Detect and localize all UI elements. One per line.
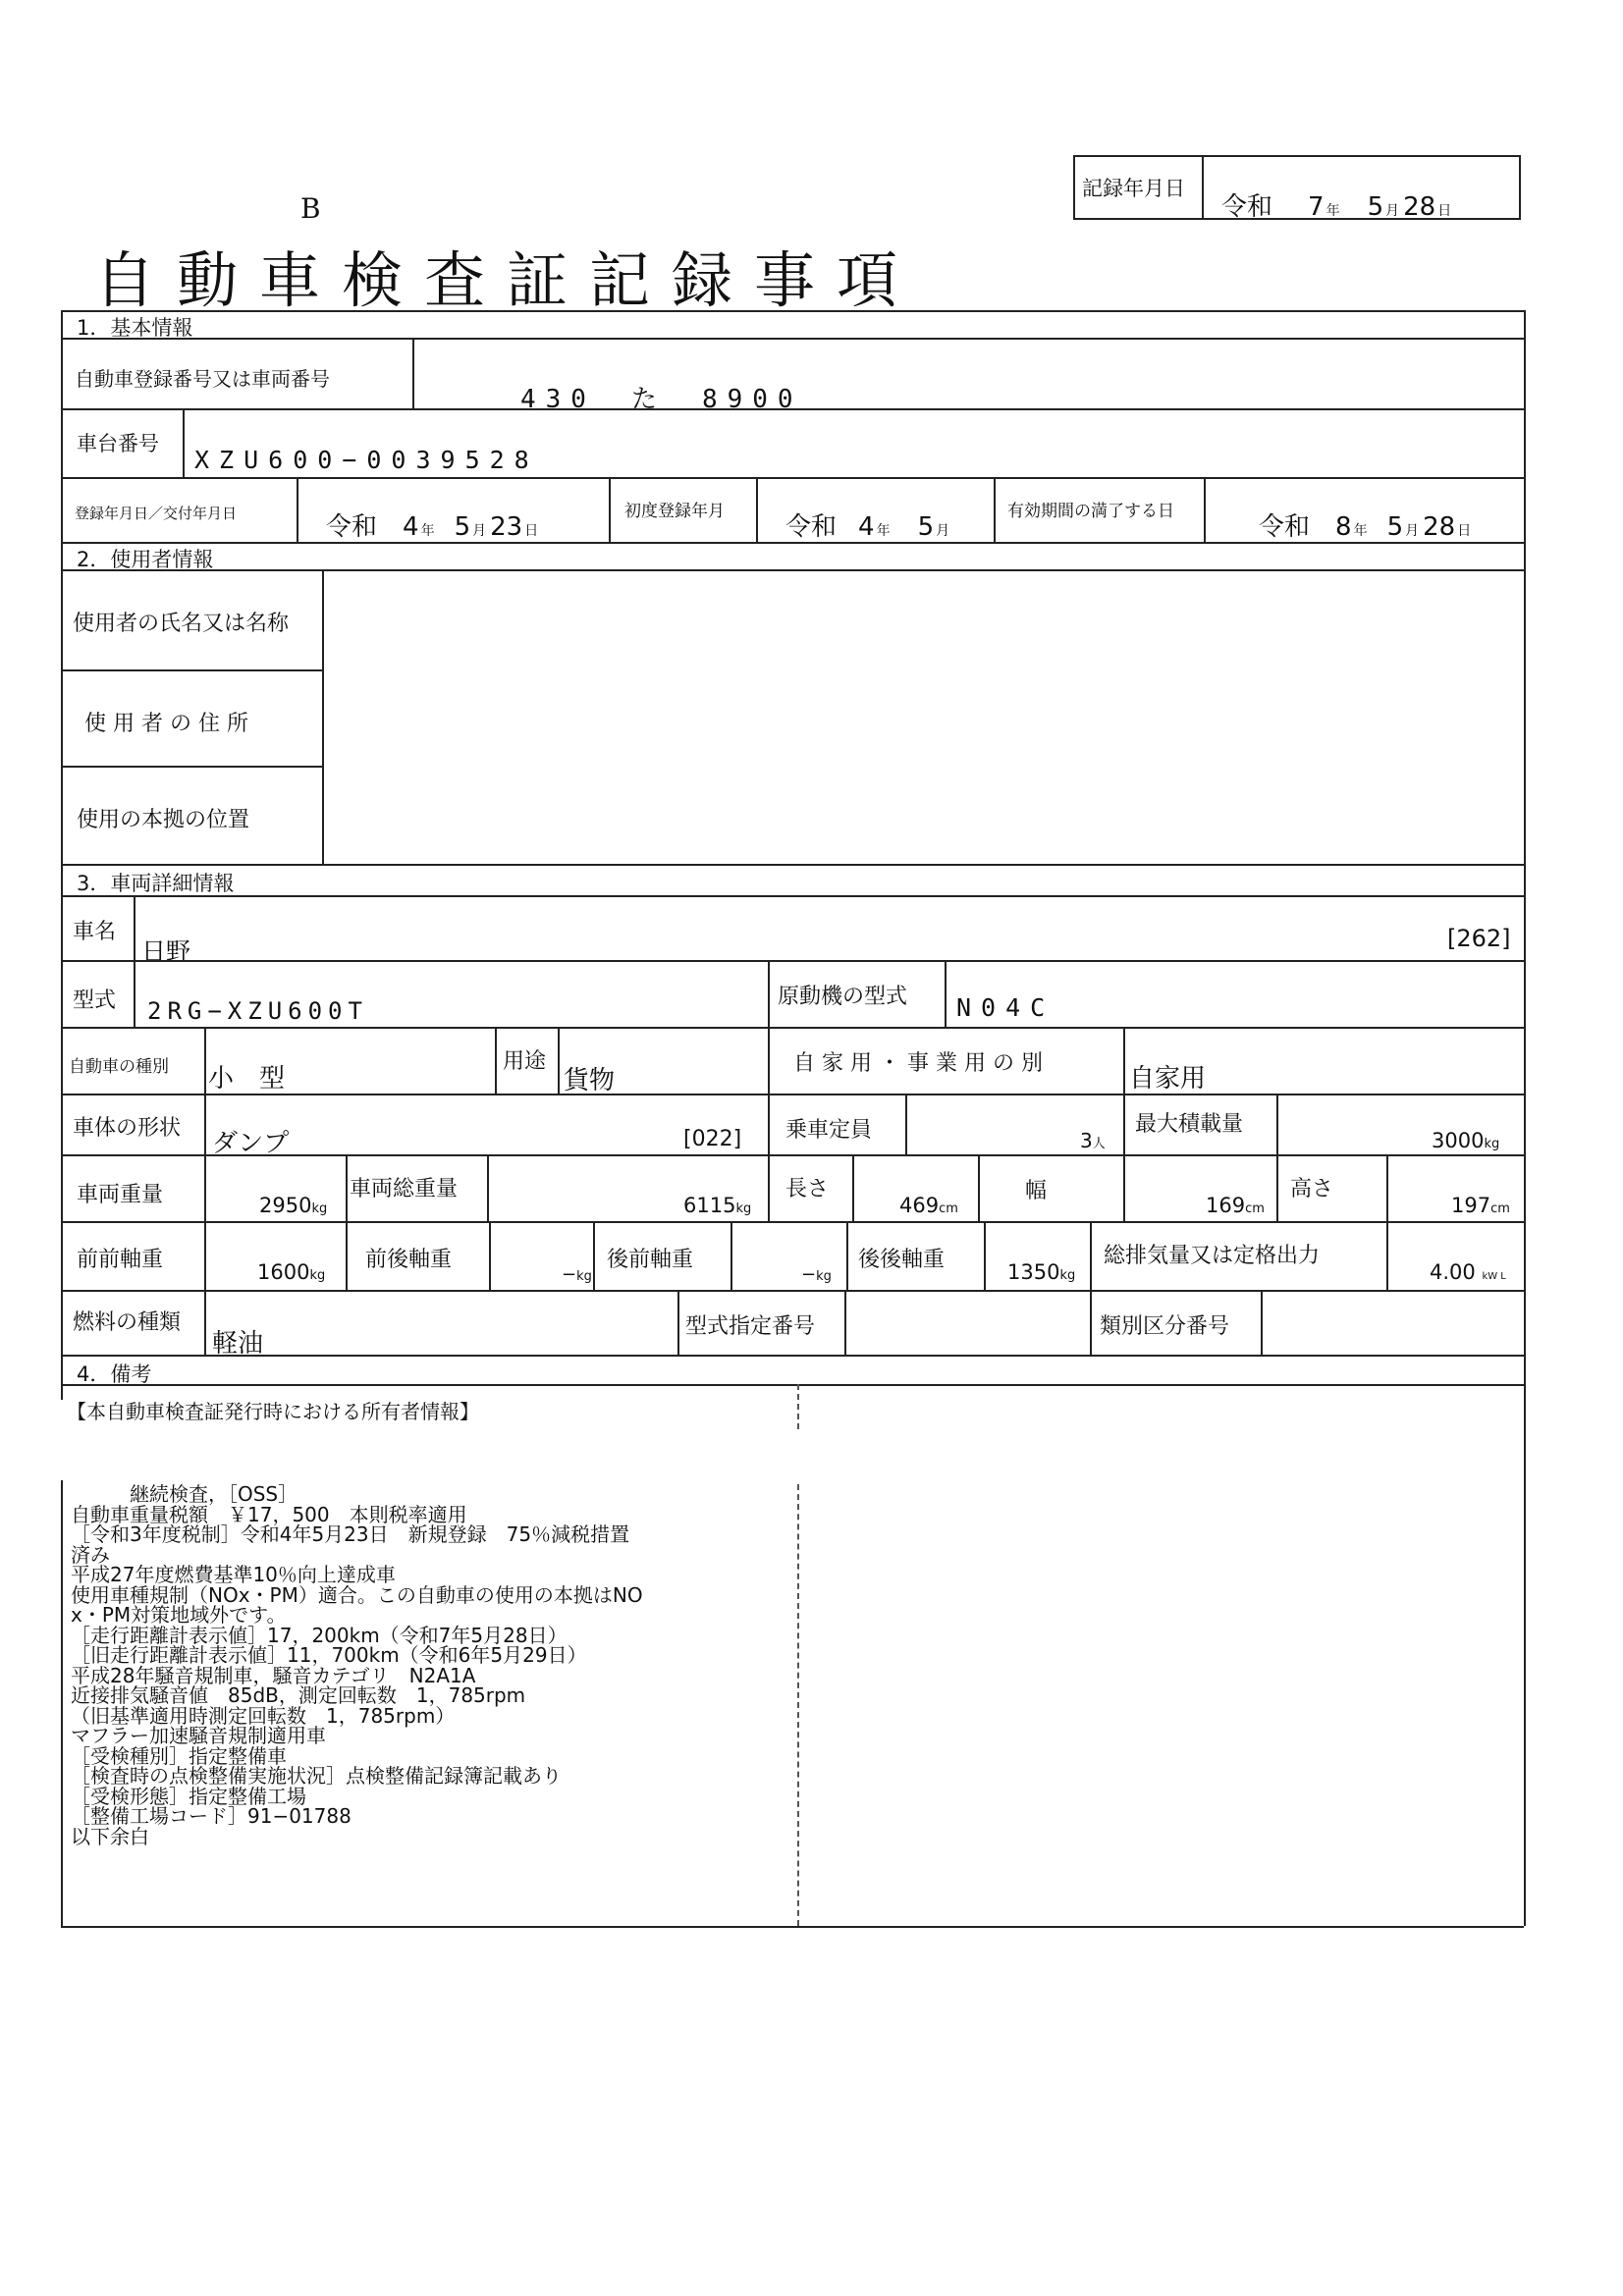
chassis-rule — [61, 477, 1524, 479]
remarks-bottom — [61, 1926, 1524, 1928]
rf-axle-label: 後前軸重 — [607, 1248, 694, 1272]
width-left-divider — [978, 1154, 980, 1221]
private-divider — [1123, 1027, 1125, 1094]
length-left-divider — [768, 1154, 770, 1221]
section-1-rule — [61, 338, 1524, 340]
chassis-value: XZU600−0039528 — [194, 446, 539, 474]
remarks-divider-upper — [797, 1384, 799, 1429]
section-4-rule — [61, 1384, 1524, 1386]
reg-number-value: 430 た 8900 — [520, 385, 803, 414]
expiry-label: 有効期間の満了する日 — [1007, 502, 1174, 521]
rr-axle-left-divider — [846, 1221, 848, 1290]
vehicle-type-value: 小 型 — [208, 1064, 286, 1094]
rf-axle-left-divider — [593, 1221, 595, 1290]
weight-value: 2950kg — [259, 1194, 328, 1217]
reg-number-rule — [61, 408, 1524, 410]
user-name-label: 使用者の氏名又は名称 — [73, 612, 290, 636]
fr-axle-label: 前後軸重 — [365, 1248, 453, 1272]
rr-axle-label: 後後軸重 — [858, 1248, 946, 1272]
fuel-divider — [204, 1290, 206, 1355]
capacity-divider — [905, 1094, 907, 1154]
gross-label: 車両総重量 — [350, 1177, 459, 1201]
max-load-divider — [1276, 1094, 1278, 1154]
displacement-label: 総排気量又は定格出力 — [1104, 1244, 1321, 1268]
height-divider — [1386, 1154, 1388, 1221]
rf-axle-value: −kg — [801, 1264, 832, 1285]
max-load-value: 3000kg — [1432, 1129, 1500, 1152]
model-label: 型式 — [73, 988, 117, 1013]
width-value: 169cm — [1206, 1194, 1265, 1217]
private-value: 自家用 — [1129, 1064, 1207, 1094]
category-label: 類別区分番号 — [1100, 1314, 1230, 1339]
record-date-label: 記録年月日 — [1082, 177, 1185, 200]
fr-axle-left-divider — [346, 1221, 348, 1290]
axle-rule — [61, 1290, 1524, 1292]
first-reg-left-divider — [609, 477, 611, 542]
section-4-top — [61, 1355, 1524, 1357]
engine-label: 原動機の型式 — [778, 985, 908, 1009]
user-divider — [322, 569, 324, 864]
first-reg-value: 令和 4 年 5 月 — [785, 512, 950, 542]
gross-left-divider — [346, 1154, 348, 1221]
section-3-top — [61, 864, 1524, 866]
chassis-divider — [183, 408, 185, 477]
fr-axle-divider — [489, 1221, 491, 1290]
owner-info-header: 【本自動車検査証発行時における所有者情報】 — [67, 1400, 479, 1423]
record-date-value: 令和 7 年 5 月 28 日 — [1221, 192, 1452, 222]
section-1-top — [61, 310, 1524, 312]
model-rule — [61, 1027, 1524, 1029]
section-vehicle-title: 3．車両詳細情報 — [77, 872, 235, 895]
max-load-label: 最大積載量 — [1135, 1112, 1244, 1137]
section-user-title: 2．使用者情報 — [77, 548, 214, 571]
use-value: 貨物 — [564, 1066, 616, 1095]
length-divider — [852, 1154, 854, 1221]
vehicle-type-label: 自動車の種別 — [69, 1057, 169, 1077]
weight-rule — [61, 1221, 1524, 1223]
designation-label: 型式指定番号 — [685, 1314, 816, 1339]
user-row-1 — [61, 669, 322, 671]
width-divider — [1123, 1154, 1125, 1221]
form-left-border — [61, 310, 63, 1400]
ff-axle-value: 1600kg — [257, 1260, 326, 1284]
first-reg-label: 初度登録年月 — [624, 502, 725, 521]
reg-date-label: 登録年月日／交付年月日 — [75, 505, 238, 522]
car-name-label: 車名 — [73, 920, 117, 944]
section-2-rule — [61, 569, 1524, 571]
reg-number-divider — [412, 338, 414, 408]
body-value: ダンプ — [212, 1129, 290, 1158]
designation-left-divider — [677, 1290, 679, 1355]
weight-label: 車両重量 — [77, 1183, 164, 1207]
height-label: 高さ — [1290, 1177, 1334, 1201]
gross-value: 6115kg — [683, 1194, 752, 1217]
displacement-divider — [1386, 1221, 1388, 1290]
use-label: 用途 — [503, 1049, 547, 1074]
engine-value: N04C — [956, 993, 1055, 1022]
user-row-2 — [61, 766, 322, 768]
category-left-divider — [1090, 1290, 1092, 1355]
capacity-value: 3人 — [1080, 1129, 1106, 1152]
page-title: 自動車検査証記録事項 — [94, 244, 920, 316]
section-2-top — [61, 542, 1524, 544]
car-name-rule — [61, 960, 1524, 962]
private-left-divider — [768, 1027, 770, 1094]
use-left-divider — [495, 1027, 497, 1094]
reg-date-value: 令和 4 年 5 月 23 日 — [326, 512, 539, 542]
first-reg-divider — [756, 477, 758, 542]
chassis-label: 車台番号 — [77, 432, 159, 455]
reg-number-label: 自動車登録番号又は車両番号 — [75, 367, 330, 391]
remarks-text: 継続検査，［OSS］ 自動車重量税額 ￥17，500 本則税率適用 ［令和3年度税制］令和4年5月23日 新規登録 75％減税措置 済み 平成27年度燃費基準10％向上達成車 使用車種規制（NOx・PM）適合。この自動車の使用の本拠はNO x・PM対策地域外です。 ［走行距離計表示値］17，200km（令和7年5月28日） ［旧走行距離計表示値］11，700km（令和6年5月29日） 平成28年騒音規制車，騒音カテゴリ N2A1A 近接排気騒音値 85dB，測定回転数 1，785rpm （旧基準適用時測定回転数 1，785rpm） マフラー加速騒音規制適用車 ［受検種別］指定整備車 ［検査時の点検整備実施状況］点検整備記録簿記載あり ［受検形態］指定整備工場 ［整備工場コード］91−01788 以下余白 — [71, 1482, 643, 1848]
user-base-label: 使用の本拠の位置 — [77, 808, 250, 832]
body-divider — [204, 1094, 206, 1154]
rr-axle-divider — [984, 1221, 986, 1290]
gross-divider — [487, 1154, 489, 1221]
record-date-divider — [1202, 155, 1204, 220]
car-name-divider — [134, 895, 135, 960]
body-rule — [61, 1154, 1524, 1156]
width-label: 幅 — [1025, 1179, 1048, 1203]
rr-axle-value: 1350kg — [1007, 1260, 1076, 1284]
form-mark: B — [300, 192, 321, 225]
use-divider — [558, 1027, 560, 1094]
fr-axle-value: −kg — [562, 1264, 592, 1285]
model-value: 2RG−XZU600T — [147, 997, 368, 1025]
expiry-left-divider — [994, 477, 996, 542]
body-label: 車体の形状 — [73, 1116, 182, 1141]
expiry-divider — [1204, 477, 1206, 542]
private-label: 自 家 用 ・ 事 業 用 の 別 — [793, 1051, 1043, 1076]
capacity-label: 乗車定員 — [785, 1118, 873, 1143]
weight-divider — [204, 1154, 206, 1221]
car-name-value: 日野 — [141, 937, 191, 966]
capacity-left-divider — [768, 1094, 770, 1154]
category-divider — [1261, 1290, 1263, 1355]
form-right-border — [1524, 310, 1526, 1400]
section-remarks-title: 4．備考 — [77, 1362, 152, 1386]
remarks-divider-lower — [797, 1484, 799, 1926]
ff-axle-divider — [204, 1221, 206, 1290]
reg-date-divider — [297, 477, 298, 542]
type-rule — [61, 1094, 1524, 1095]
vehicle-type-divider — [204, 1027, 206, 1094]
ff-axle-label: 前前軸重 — [77, 1248, 164, 1272]
engine-divider — [945, 960, 947, 1027]
car-name-code: [262] — [1447, 925, 1511, 952]
engine-left-divider — [768, 960, 770, 1027]
rf-axle-divider — [730, 1221, 732, 1290]
expiry-value: 令和 8 年 5 月 28 日 — [1259, 512, 1472, 542]
displacement-left-divider — [1090, 1221, 1092, 1290]
length-value: 469cm — [899, 1194, 958, 1217]
section-3-rule — [61, 895, 1524, 897]
model-divider — [134, 960, 135, 1027]
height-value: 197cm — [1451, 1194, 1510, 1217]
height-left-divider — [1276, 1154, 1278, 1221]
displacement-value: 4.00 kW L — [1430, 1260, 1506, 1284]
fuel-value: 軽油 — [212, 1329, 264, 1359]
user-address-label: 使 用 者 の 住 所 — [84, 712, 248, 736]
designation-divider — [844, 1290, 846, 1355]
remarks-left-border — [61, 1480, 63, 1928]
max-load-left-divider — [1123, 1094, 1125, 1154]
remarks-right-border — [1524, 1400, 1526, 1926]
fuel-label: 燃料の種類 — [73, 1310, 182, 1335]
length-label: 長さ — [785, 1177, 830, 1201]
section-basic-title: 1．基本情報 — [77, 316, 193, 340]
body-code: [022] — [683, 1127, 742, 1151]
